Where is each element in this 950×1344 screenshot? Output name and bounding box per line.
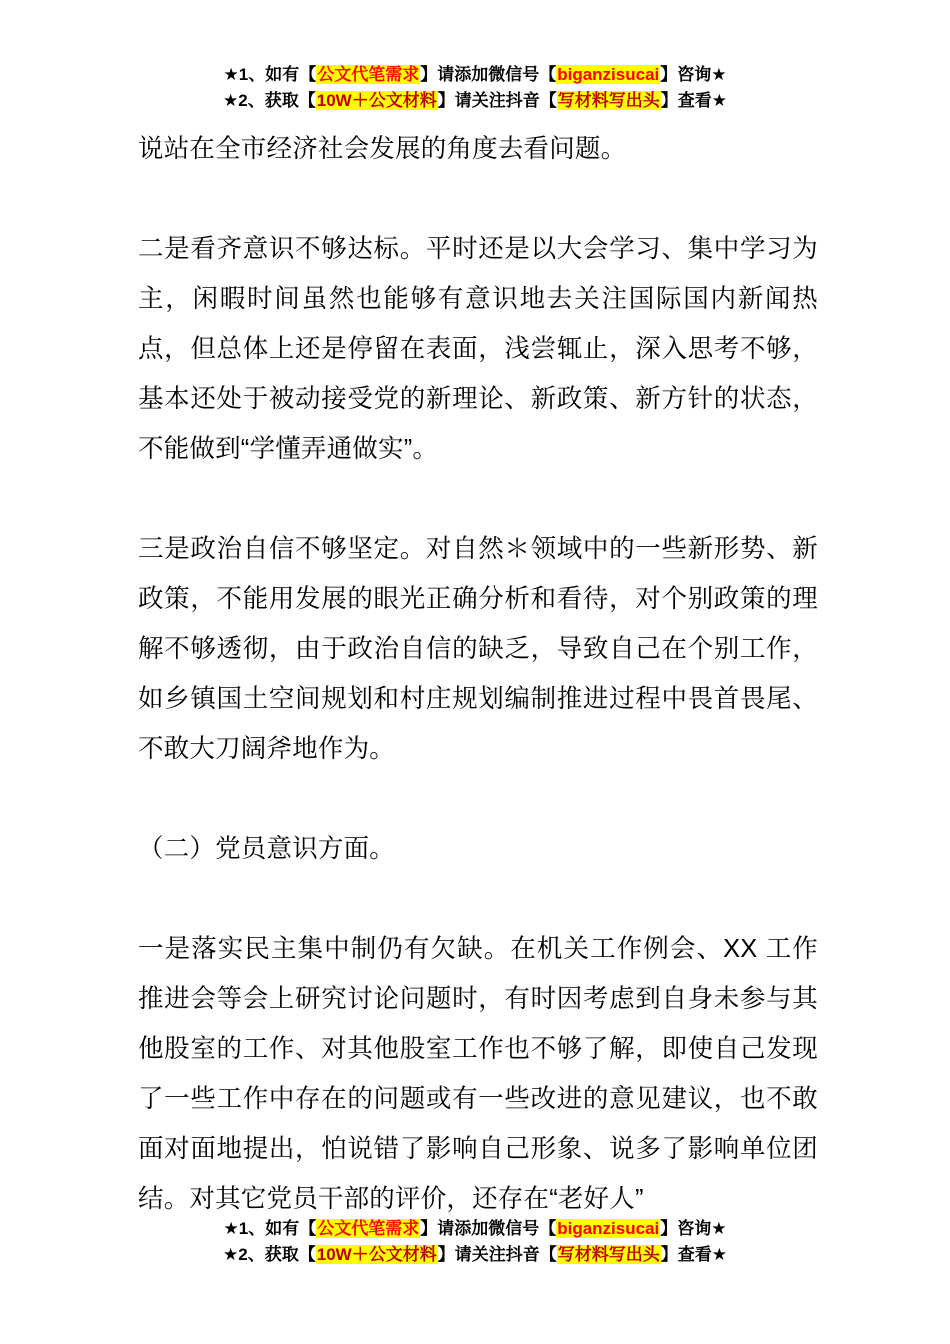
promo-line2-bracket-close: 】 — [437, 91, 455, 110]
promo-line2-prefix: 2、获取 — [238, 1245, 299, 1264]
paragraph-spacer — [138, 174, 818, 224]
promo-line2-bracket-close2: 】 — [660, 91, 678, 110]
promo-line2-bracket-open: 【 — [298, 91, 316, 110]
paragraph-spacer — [138, 774, 818, 824]
document-body — [138, 124, 818, 1224]
promo-banner-top — [0, 62, 950, 114]
promo-line1-prefix: 1、如有 — [238, 65, 300, 84]
promo-line1-bracket-close2: 】 — [660, 65, 678, 84]
star-right-icon-2: ★ — [711, 91, 727, 110]
promo-line1-bracket-close2: 】 — [660, 1219, 678, 1238]
promo-line1-highlight1: 公文代笔需求 — [317, 1219, 420, 1238]
promo-line1-highlight2: biganzisucai — [557, 65, 660, 84]
promo-line1-bracket-open: 【 — [299, 1219, 317, 1238]
promo-line-2 — [0, 88, 950, 114]
promo-line1-suffix: 咨询 — [677, 65, 712, 84]
promo-line-2 — [0, 1242, 950, 1268]
promo-line2-highlight2: 写材料写出头 — [557, 91, 660, 110]
promo-line2-suffix: 查看 — [677, 1245, 712, 1264]
promo-line1-suffix: 咨询 — [677, 1219, 712, 1238]
paragraph: 一是落实民主集中制仍有欠缺。在机关工作例会、XX 工作推进会等会上研究讨论问题时，有时因考虑到自身未参与其他股室的工作、对其他股室工作也不够了解，即使自己发现了一些工作中存在的问题或有一些改进的意见建议，也不敢面对面地提出，怕说错了影响自己形象、说多了影响单位团结。对其它党员干部的评价，还存在“老好人” — [138, 935, 818, 1213]
promo-line1-middle: 请添加微信号 — [437, 65, 540, 84]
paragraph: 三是政治自信不够坚定。对自然＊领域中的一些新形势、新政策，不能用发展的眼光正确分析和看待，对个别政策的理解不够透彻，由于政治自信的缺乏，导致自己在个别工作，如乡镇国土空间规划和村庄规划编制推进过程中畏首畏尾、不敢大刀阔斧地作为。 — [138, 535, 818, 763]
promo-line2-middle: 请关注抖音 — [454, 91, 540, 110]
promo-line2-bracket-open2: 【 — [539, 1245, 557, 1264]
paragraph-spacer — [138, 874, 818, 924]
promo-line2-bracket-open2: 【 — [539, 91, 557, 110]
star-left-icon-2: ★ — [223, 1245, 239, 1264]
promo-line1-middle: 请添加微信号 — [437, 1219, 540, 1238]
promo-line1-bracket-close: 】 — [420, 1219, 438, 1238]
promo-line1-highlight1: 公文代笔需求 — [317, 65, 420, 84]
promo-line-1 — [0, 1216, 950, 1242]
star-left-icon: ★ — [223, 1219, 239, 1238]
paragraph-spacer — [138, 474, 818, 524]
paragraph: 二是看齐意识不够达标。平时还是以大会学习、集中学习为主，闲暇时间虽然也能够有意识地去关注国际国内新闻热点，但总体上还是停留在表面，浅尝辄止，深入思考不够，基本还处于被动接受党的新理论、新政策、新方针的状态，不能做到“学懂弄通做实”。 — [138, 235, 818, 463]
promo-line2-highlight1: 10W＋公文材料 — [316, 1245, 437, 1264]
promo-line1-highlight2: biganzisucai — [557, 1219, 660, 1238]
section-heading: （二）党员意识方面。 — [138, 835, 396, 863]
promo-line2-prefix: 2、获取 — [238, 91, 299, 110]
promo-line1-bracket-open: 【 — [299, 65, 317, 84]
promo-line1-bracket-close: 】 — [420, 65, 438, 84]
star-right-icon-2: ★ — [711, 1245, 727, 1264]
paragraph: 说站在全市经济社会发展的角度去看问题。 — [138, 135, 627, 163]
promo-line2-highlight2: 写材料写出头 — [557, 1245, 660, 1264]
star-right-icon: ★ — [711, 1219, 727, 1238]
star-left-icon-2: ★ — [223, 91, 239, 110]
promo-line1-bracket-open2: 【 — [539, 1219, 557, 1238]
promo-line2-bracket-close2: 】 — [660, 1245, 678, 1264]
promo-line1-prefix: 1、如有 — [238, 1219, 300, 1238]
star-left-icon: ★ — [223, 65, 239, 84]
promo-line2-bracket-open: 【 — [298, 1245, 316, 1264]
promo-line2-suffix: 查看 — [677, 91, 712, 110]
promo-line1-bracket-open2: 【 — [539, 65, 557, 84]
promo-banner-bottom — [0, 1216, 950, 1268]
promo-line2-bracket-close: 】 — [437, 1245, 455, 1264]
promo-line-1 — [0, 62, 950, 88]
promo-line2-middle: 请关注抖音 — [454, 1245, 540, 1264]
star-right-icon: ★ — [711, 65, 727, 84]
promo-line2-highlight1: 10W＋公文材料 — [316, 91, 437, 110]
